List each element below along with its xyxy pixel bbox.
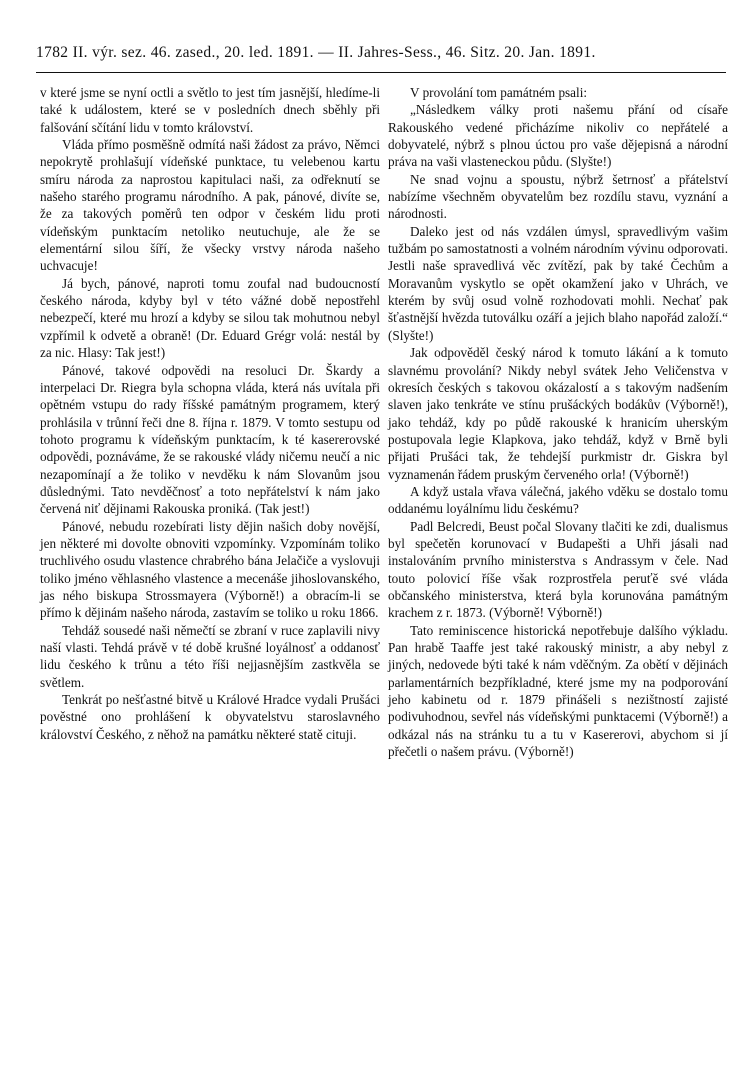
paragraph: Daleko jest od nás vzdálen úmysl, spravedlivým vašim tužbám po samostatnosti a volném národním vývinu odporovati. Jestli naše spravedlivá věc zvítězí, pak by také Čechům a Moravanům vyskytlo se opět okamžení jako v Uhrách, ve kterém by svůj osud volně rozhodovati mohli. Nechať pak šťastnější hvězda tutoválku ozáří a jejich blaho napořád založí.“ (Slyšte!) bbox=[388, 223, 728, 343]
header-rule bbox=[36, 72, 726, 73]
left-column bbox=[40, 84, 380, 743]
paragraph: Jak odpověděl český národ k tomuto lákání a k tomuto slavnému provolání? Nikdy nebyl svátek Jeho Veličenstva v okresích českých s takovou okázalostí a s takovým nadšením slaven jako tenkráte ve stínu prušáckých bodákův (Výborně!), jako tehdáž, kdy po půdě rakouské k hranicím uherským postupovala legie Klapkova, jako tehdáž, když v Brně byli přijati Prušáci tak, že tehdejší purkmistr dr. Giskra byl vyznamenán řádem pruským červeného orla! (Výborně!) bbox=[388, 345, 728, 482]
paragraph: V provolání tom památném psali: bbox=[410, 85, 588, 100]
paragraph: v které jsme se nyní octli a světlo to jest tím jasnější, hledíme-li také k událostem, které se v posledních dnech sběhly při falšování sčítání lidu v tomto království. bbox=[40, 85, 380, 135]
paragraph: Tato reminiscence historická nepotřebuje dalšího výkladu. Pan hrabě Taaffe jest také rakouský ministr, a aby nebyl z jiných, nedovede býti také k nám vděčným. Za obětí v dějinách parlamentárních bezpříkladné, které jsme my na podporování jeho kabinetu od r. 1879 přinášeli s nezištností zajisté podivuhodnou, sevřel nás vídeňskými punktacemi (Výborně!) a odkázal nás na stránku tu a tu v Kasererovi, abychom si jí přečetli o našem právu. (Výborně!) bbox=[388, 622, 728, 760]
right-column bbox=[388, 84, 728, 760]
paragraph: „Následkem války proti našemu přání od císaře Rakouského vedené přicházíme nikoliv co nepřátelé a dobyvatelé, nýbrž s plnou úctou pro vaše dějepisná a národní práva na vaši vlasteneckou půdu. (Slyšte!) bbox=[388, 102, 728, 170]
paragraph: Pánové, takové odpovědi na resoluci Dr. Škardy a interpelaci Dr. Riegra byla schopna vláda, která nás uvítala při opětném vstupu do rady říšské památným programem, který prohlásila v trůnní řeči dne 8. října r. 1879. V tomto sestupu od tohoto programu k vídeňským punktacím, k té kasererovské odpovědi, poznáváme, že se rakouské vlády ničemu neučí a nic nezapomínají a že toliko v nevděku k nám Slovanům jsou důslednými. Tato nevděčnosť a toto nepřátelství k nám jako červená niť dějinami Rakouska proniká. (Tak jest!) bbox=[40, 362, 380, 517]
paragraph: Pánové, nebudu rozebírati listy dějin našich doby novější, jen některé mi dovolte obnoviti vzpomínky. Vzpomínám toliko truchlivého osudu vlastence chrabrého bána Jelačiče a vyslovuji toliko jméno věhlasného vlastence a mecenáše jihoslovanského, jas ného biskupa Strossmayera (Výborně!) a obracím-li se přímo k dějinám našeho národa, zastavím se toliko u roku 1866. bbox=[40, 518, 380, 621]
paragraph: Vláda přímo posměšně odmítá naši žádost za právo, Němci nepokrytě prohlašují vídeňské punktace, tu velebenou kartu smíru národa za naprostou kapitulaci naši, za odřeknutí se našeho starého programu národního. A pak, pánové, divíte se, že za takových poměrů ten odpor v českém lidu proti vídeňským punktacím netoliko neutuchuje, ale že se elementární silou šíří, že všecky vrstvy národa našeho uchvacuje! bbox=[40, 137, 380, 274]
paragraph: Ne snad vojnu a spoustu, nýbrž šetrnosť a přátelství nabízíme všechněm obyvatelům bez rozdílu stavu, vyznání a národnosti. bbox=[388, 171, 728, 222]
running-header: 1782 II. výr. sez. 46. zased., 20. led. 1891. — II. Jahres-Sess., 46. Sitz. 20. Jan. 1891. bbox=[36, 44, 596, 61]
paragraph: Tehdáž sousedé naši němečtí se zbraní v ruce zaplavili nivy naší vlasti. Tehdá právě v té době krušné loyálnosť a oddanosť lidu českého k trůnu a této říši nejjasnějším zastkvěla se světlem. bbox=[40, 622, 380, 690]
paragraph: A když ustala vřava válečná, jakého vděku se dostalo tomu oddanému loyálnímu lidu českému? bbox=[388, 483, 728, 517]
paragraph: Padl Belcredi, Beust počal Slovany tlačiti ke zdi, dualismus byl spečetěn korunovací v Budapešti a Uhři jásali nad instalováním prvního ministerstva s Andrassym v čele. Nad touto polovicí říše však rozprostřela peruťě své vláda občanského ministerstva, která byla korunována památným krachem z r. 1873. (Výborně! Výborně!) bbox=[388, 518, 728, 621]
paragraph: Já bych, pánové, naproti tomu zoufal nad budoucností českého národa, kdyby byl v této vážné době nepostřehl nebezpečí, které mu hrozí a kdyby se silou tak mohutnou nebyl vzpřímil k odvetě a obraně! (Dr. Eduard Grégr volá: nestál by za nic. Hlasy: Tak jest!) bbox=[40, 275, 380, 361]
paragraph: Tenkrát po nešťastné bitvě u Králové Hradce vydali Prušáci pověstné ono prohlášení k obyvatelstvu staroslavného království Českého, z něhož na památku některé statě cituji. bbox=[40, 692, 380, 742]
